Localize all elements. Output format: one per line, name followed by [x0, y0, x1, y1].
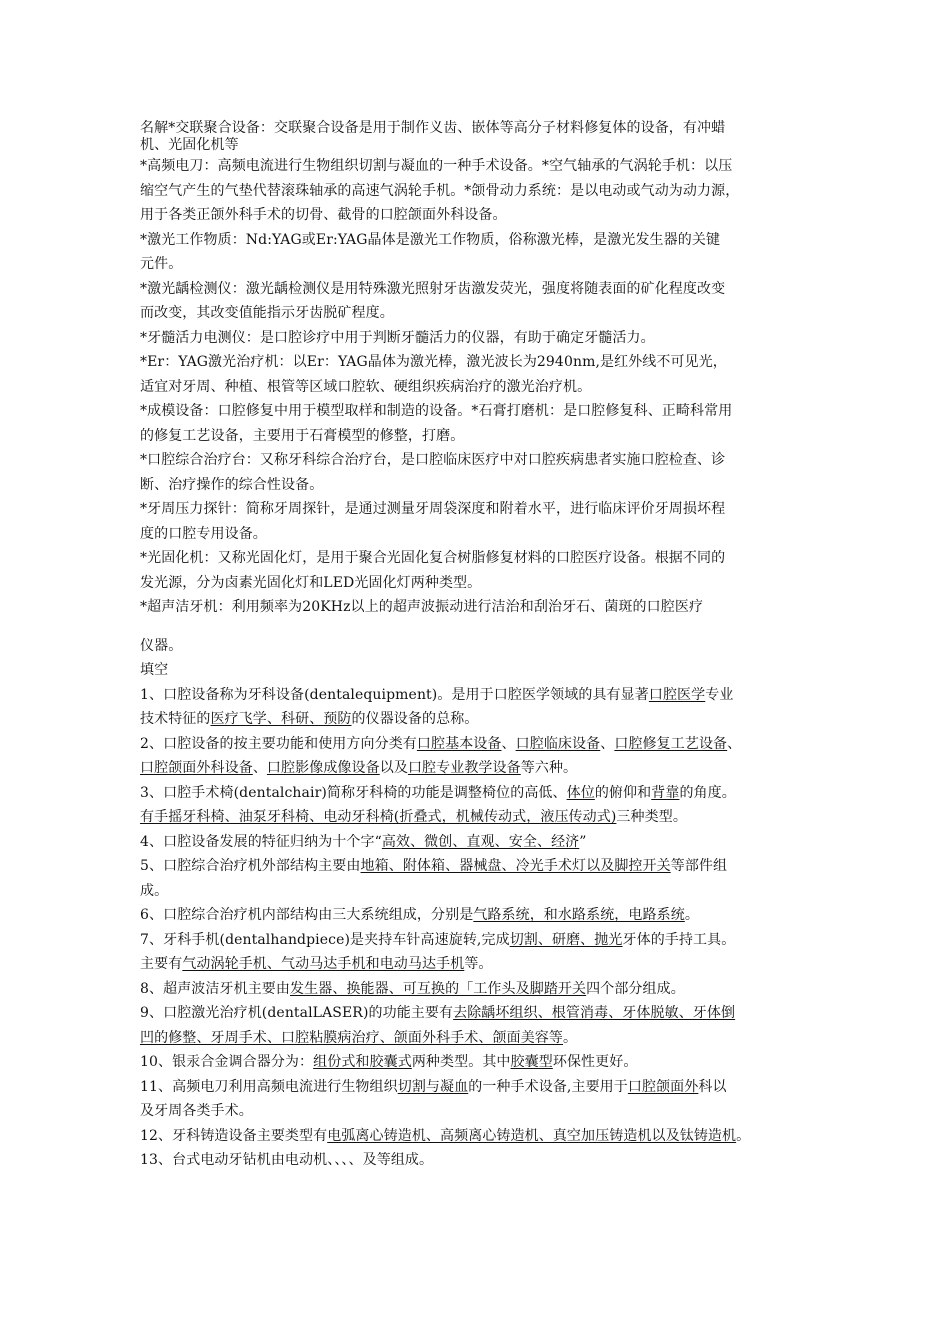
answer-text: 体位	[566, 784, 595, 801]
answer-text: 切割、研磨、抛光	[509, 931, 623, 948]
question-text: 两种类型。其中	[411, 1054, 511, 1070]
question-text: 1、口腔设备称为牙科设备(dentalequipment)。是用于口腔医学领域的具有显著	[140, 686, 649, 703]
fill-line	[140, 977, 820, 1002]
question-text: 6、口腔综合治疗机内部结构由三大系统组成，分别是	[140, 907, 474, 923]
fill-line	[140, 1075, 820, 1100]
question-text: 的角度。	[679, 784, 736, 801]
text-line: 断、治疗操作的综合性设备。	[140, 476, 324, 493]
fill-line	[140, 1001, 820, 1026]
question-text: 10、银汞合金调合器分为：	[140, 1054, 314, 1070]
question-text: 5、口腔综合治疗机外部结构主要由	[140, 858, 361, 874]
answer-text: 切割与凝血	[397, 1078, 469, 1095]
text-line: *Er：YAG激光治疗机：以Er：YAG晶体为激光棒，激光波长为2940nm,是红外线不可见光，	[140, 354, 727, 370]
question-text: 技术特征的	[140, 711, 211, 727]
fill-line	[140, 683, 820, 708]
question-text: 及牙周各类手术。	[140, 1103, 253, 1119]
answer-text: 地箱、附体箱、器械盘、冷光手术灯以及脚控开关	[360, 858, 671, 874]
fill-line	[140, 707, 820, 732]
question-text: ”	[579, 833, 587, 850]
text-line: *光固化机：又称光固化灯，是用于聚合光固化复合树脂修复材料的口腔医疗设备。根据不同的	[140, 550, 726, 566]
answer-text: 电弧离心铸造机、高频离心铸造机、真空加压铸造机以及钛铸造机	[327, 1127, 737, 1144]
fill-line	[140, 756, 820, 781]
answer-text: 口腔颌面外科设备	[140, 760, 253, 776]
question-text: 环保性更好。	[552, 1054, 638, 1070]
question-text: 三种类型。	[616, 809, 687, 825]
question-text: 四个部分组成。	[586, 980, 685, 997]
question-text: 以及	[379, 760, 408, 776]
question-text: 的一种手术设备,主要用于	[468, 1078, 628, 1095]
fill-line	[140, 805, 820, 830]
question-text: 2、口腔设备的按主要功能和使用方向分类有	[140, 735, 417, 752]
text-line: *高频电刀：高频电流进行生物组织切割与凝血的一种手术设备。*空气轴承的气涡轮手机：以压	[140, 158, 733, 174]
question-text: 成。	[140, 882, 169, 899]
answer-text: 组份式和胶囊式	[313, 1054, 412, 1070]
answer-text: 口腔修复工艺设备	[614, 735, 728, 752]
text-line: 仪器。	[140, 637, 183, 654]
text-line: *超声洁牙机：利用频率为20KHz以上的超声波振动进行洁治和刮治牙石、菌斑的口腔医疗	[140, 599, 704, 615]
text-line: 缩空气产生的气垫代替滚珠轴承的高速气涡轮手机。*颌骨动力系统：是以电动或气动为动力源，	[140, 182, 740, 199]
text-line: *激光工作物质：Nd:YAG或Er:YAG晶体是激光工作物质，俗称激光棒，是激光发生器的关键	[140, 231, 721, 248]
fill-line	[140, 781, 820, 806]
answer-text: 口腔基本设备	[416, 735, 502, 752]
answer-text: 有手摇牙科椅、油泵牙科椅、电动牙科椅(折叠式，机械传动式，液压传动式)	[140, 809, 617, 825]
fill-in-section	[140, 683, 820, 1173]
document-page	[140, 120, 820, 1173]
text-line: 适宜对牙周、种植、根管等区域口腔软、硬组织疾病治疗的激光治疗机。	[140, 378, 592, 395]
question-text: 9、口腔激光治疗机(dentalLASER)的功能主要有	[140, 1005, 454, 1021]
text-line: 度的口腔专用设备。	[140, 525, 267, 542]
text-line: 名解*交联聚合设备：交联聚合设备是用于制作义齿、嵌体等高分子材料修复体的设备，有冲蜡	[140, 120, 726, 136]
text-line: *成模设备：口腔修复中用于模型取样和制造的设备。*石膏打磨机：是口腔修复科、正畸科常用	[140, 403, 733, 419]
answer-text: 去除龋坏组织、根管消毒、牙体脱敏、牙体倒	[453, 1005, 736, 1021]
question-text: 科以	[698, 1078, 727, 1095]
text-line: 机、光固化机等	[140, 137, 239, 153]
answer-text: 胶囊型	[510, 1054, 553, 1070]
question-text: 的俯仰和	[594, 784, 652, 801]
text-line: *牙髓活力电测仪：是口腔诊疗中用于判断牙髓活力的仪器，有助于确定牙髓活力。	[140, 329, 655, 346]
answer-text: 背靠	[651, 784, 680, 801]
answer-text: 口腔医学	[648, 686, 706, 703]
question-text: 、	[727, 735, 742, 752]
fill-line	[140, 1050, 820, 1075]
answer-text: 凹的修整、牙周手术、口腔粘膜病治疗、颌面外科手术、颌面美容等	[140, 1029, 563, 1046]
fill-line	[140, 952, 820, 977]
question-text: 等。	[464, 956, 493, 972]
question-text: 主要有	[140, 956, 183, 972]
answer-text: 口腔影像成像设备	[266, 760, 380, 776]
question-text: 专业	[705, 686, 734, 703]
question-text: 8、超声波洁牙机主要由	[140, 980, 291, 997]
fill-line	[140, 903, 820, 928]
question-text: 等六种。	[520, 760, 578, 776]
fill-line	[140, 1026, 820, 1051]
text-line: 发光源，分为卤素光固化灯和LED光固化灯两种类型。	[140, 574, 482, 591]
fill-line	[140, 1148, 820, 1173]
question-text: 。	[563, 1029, 578, 1046]
question-text: 。	[736, 1127, 751, 1144]
answer-text: 发生器、换能器、可互换的「工作头及脚踏开关	[290, 980, 587, 997]
text-line: 而改变，其改变值能指示牙齿脱矿程度。	[140, 305, 394, 321]
answer-text: 口腔临床设备	[515, 735, 601, 752]
question-text: 牙体的手持工具。	[622, 931, 736, 948]
question-text: 。	[684, 907, 699, 923]
text-line: 的修复工艺设备，主要用于石膏模型的修整，打磨。	[140, 427, 465, 444]
text-line: *激光龋检测仪：激光龋检测仪是用特殊激光照射牙齿激发荧光，强度将随表面的矿化程度改变	[140, 280, 726, 297]
text-line: 用于各类正颌外科手术的切骨、截骨的口腔颌面外科设备。	[140, 207, 507, 223]
fill-line	[140, 854, 820, 879]
question-text: 、	[501, 735, 516, 752]
question-text: 4、口腔设备发展的特征归纳为十个字“	[140, 833, 382, 850]
answer-text: 高效、微创、直观、安全、经济	[381, 833, 580, 850]
text-line: *口腔综合治疗台：又称牙科综合治疗台，是口腔临床医疗中对口腔疾病患者实施口腔检查、诊	[140, 452, 726, 468]
text-line: *牙周压力探针：简称牙周探针，是通过测量牙周袋深度和附着水平，进行临床评价牙周损坏程	[140, 501, 726, 517]
answer-text: 气路系统，和水路系统，电路系统	[473, 907, 685, 923]
answer-text: 口腔专业教学设备	[407, 760, 521, 776]
answer-text: 口腔颌面外	[627, 1078, 699, 1095]
fill-line	[140, 1099, 820, 1124]
fill-line	[140, 1124, 820, 1149]
fill-line	[140, 928, 820, 953]
question-text: 13、台式电动牙钻机由电动机、、、、及等组成。	[140, 1152, 434, 1168]
question-text: 12、牙科铸造设备主要类型有	[140, 1127, 328, 1144]
question-text: 3、口腔手术椅(dentalchair)简称牙科椅的功能是调整椅位的高低、	[140, 784, 567, 801]
fill-line	[140, 732, 820, 757]
answer-text: 医疗飞学、科研、预防	[210, 711, 352, 727]
question-text: 、	[600, 735, 615, 752]
question-text: 等部件组	[670, 858, 728, 874]
question-text: 11、高频电刀利用高频电流进行生物组织	[140, 1078, 398, 1095]
fill-line	[140, 879, 820, 904]
question-text: 的仪器设备的总称。	[351, 711, 479, 727]
text-line: 元件。	[140, 256, 183, 272]
answer-text: 气动涡轮手机、气动马达手机和电动马达手机	[182, 956, 465, 972]
section-heading: 填空	[140, 662, 169, 678]
question-text: 7、牙科手机(dentalhandpiece)是夹持车针高速旋转,完成	[140, 931, 510, 948]
fill-line	[140, 830, 820, 855]
question-text: 、	[252, 760, 267, 776]
